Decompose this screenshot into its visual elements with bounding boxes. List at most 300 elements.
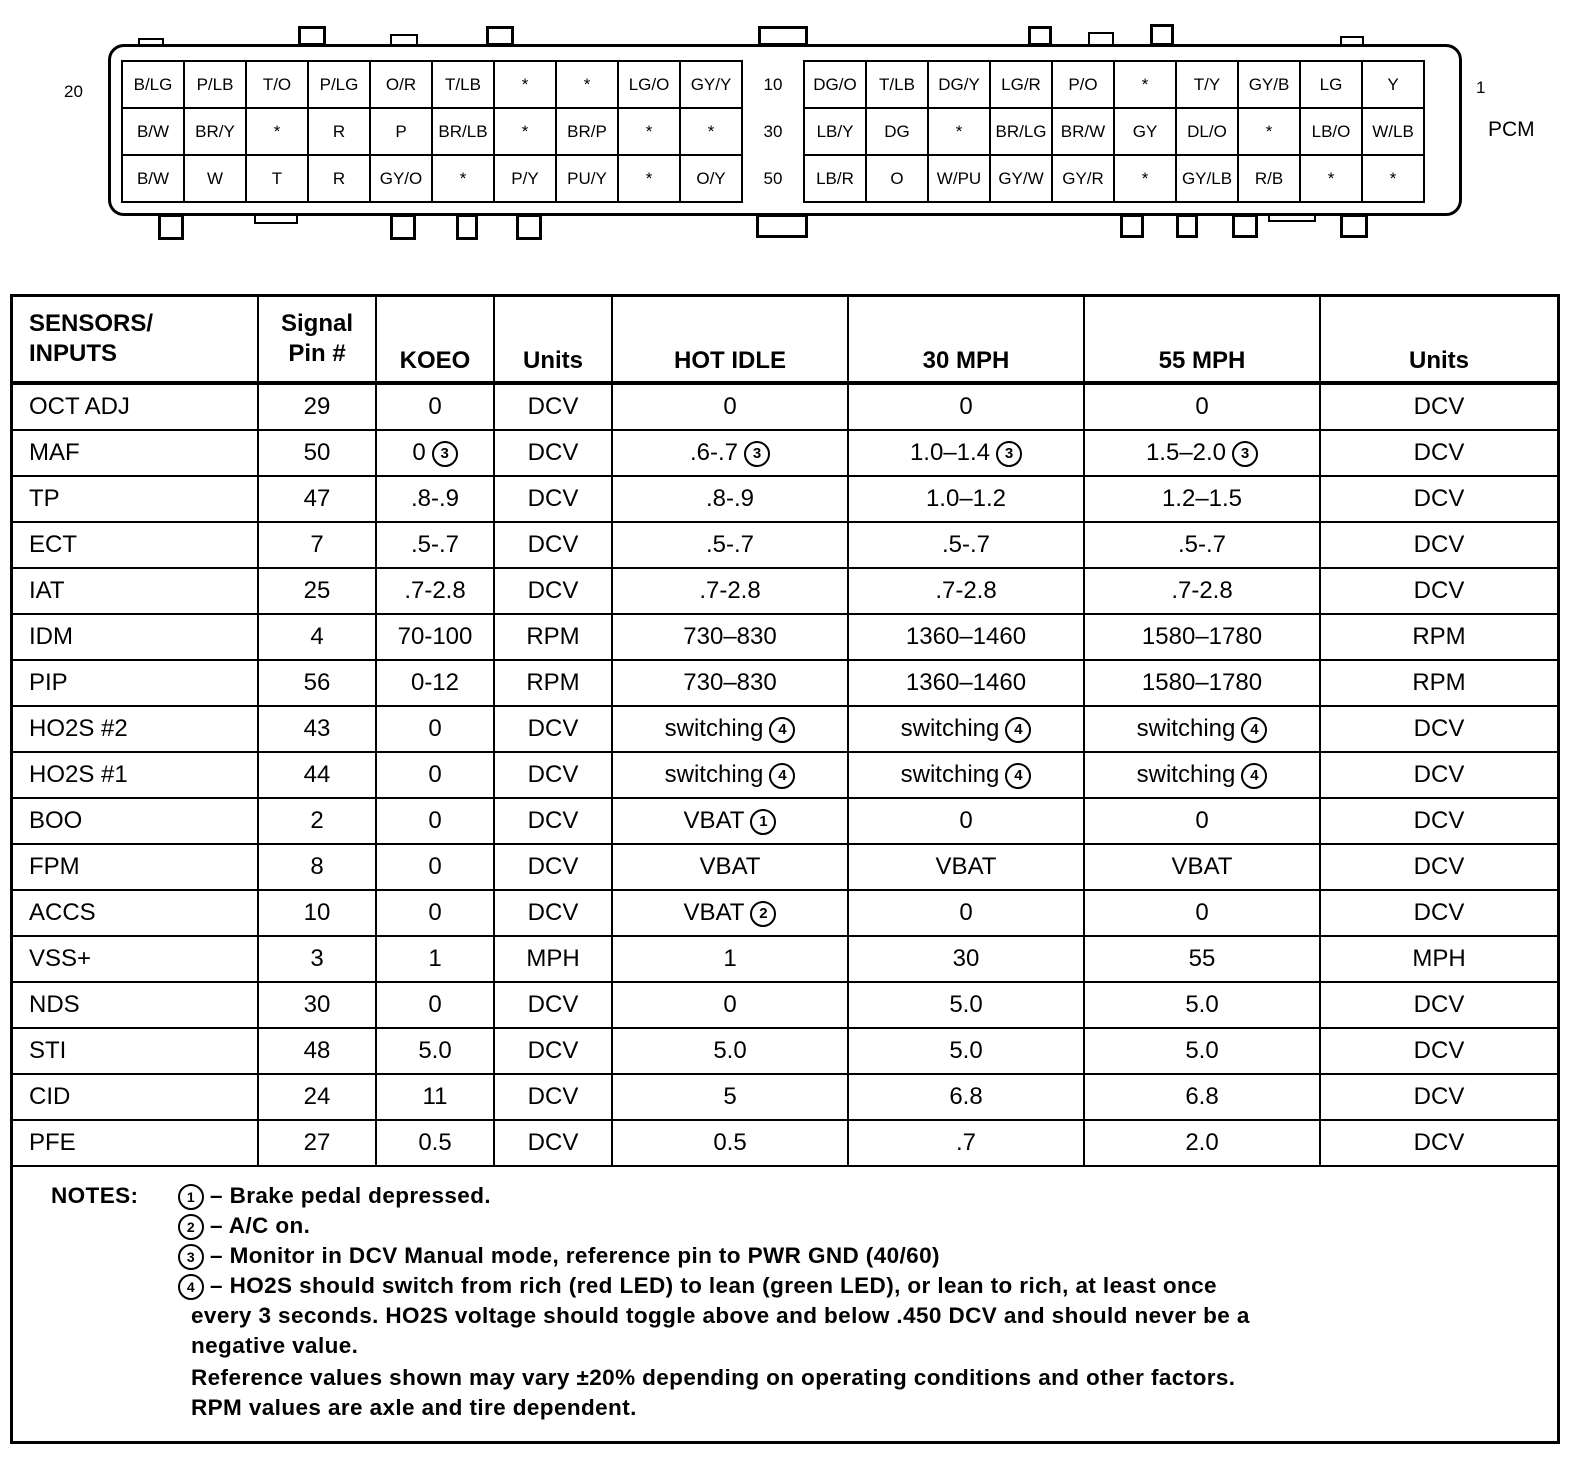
sensor-cell-value: HO2S #2 xyxy=(29,715,128,742)
mph55-cell xyxy=(1084,522,1320,568)
table-header-row xyxy=(13,297,1557,383)
mph30-cell xyxy=(848,982,1084,1028)
hot-idle-cell-value: 730–830 xyxy=(683,623,777,650)
note-continuation: negative value. xyxy=(191,1333,359,1358)
sensor-cell xyxy=(13,522,258,568)
units-cell-2-value: DCV xyxy=(1413,761,1465,788)
mph30-cell-value: .7 xyxy=(955,1129,976,1156)
mph30-cell-value: .7-2.8 xyxy=(935,577,997,604)
note-item xyxy=(178,1213,310,1240)
koeo-cell-value: .7-2.8 xyxy=(404,577,466,604)
pin-cell xyxy=(258,844,376,890)
units-cell-2-value: DCV xyxy=(1413,853,1465,880)
connector-tab xyxy=(1232,214,1258,238)
units-cell xyxy=(494,936,612,982)
units-cell-value: DCV xyxy=(527,991,579,1018)
pin-cell xyxy=(258,798,376,844)
table-row xyxy=(13,383,1557,430)
header-55-mph: 55 MPH xyxy=(1084,297,1320,383)
note-number-icon: 4 xyxy=(178,1274,204,1300)
hot-idle-cell xyxy=(612,476,848,522)
mph30-cell-value: 5.0 xyxy=(949,1037,983,1064)
pin-cell-value: 4 xyxy=(310,623,324,650)
sensor-cell xyxy=(13,1028,258,1074)
note-number-icon: 3 xyxy=(178,1244,204,1270)
mph55-cell-value: 5.0 xyxy=(1185,991,1219,1018)
hot-idle-cell-value: VBAT xyxy=(699,853,761,880)
sensor-cell-value: FPM xyxy=(29,853,80,880)
mph30-cell xyxy=(848,1028,1084,1074)
sensor-cell-value: ACCS xyxy=(29,899,96,926)
header-sensors-line1: SENSORS/ xyxy=(29,310,154,337)
header-30-mph: 30 MPH xyxy=(848,297,1084,383)
koeo-cell-value: 0-12 xyxy=(410,669,460,696)
note-reference-icon: 3 xyxy=(432,441,458,467)
pin-wire-cell: GY/LB xyxy=(1176,155,1238,202)
koeo-cell-value: 0 xyxy=(428,761,442,788)
hot-idle-cell xyxy=(612,798,848,844)
sensor-cell xyxy=(13,568,258,614)
mph55-cell xyxy=(1084,430,1320,476)
pin-wire-cell: BR/W xyxy=(1052,108,1114,155)
units-cell xyxy=(494,798,612,844)
koeo-cell xyxy=(376,1074,494,1120)
pin-wire-cell: B/LG xyxy=(122,61,184,108)
pin-cell xyxy=(258,982,376,1028)
units-cell xyxy=(494,383,612,430)
note-reference-icon: 3 xyxy=(996,441,1022,467)
sensor-cell xyxy=(13,430,258,476)
note-text: – Monitor in DCV Manual mode, reference pin to PWR GND (40/60) xyxy=(210,1243,940,1268)
units-cell xyxy=(494,430,612,476)
mph30-cell-value: 1.0–1.2 xyxy=(925,485,1007,512)
table-row xyxy=(13,522,1557,568)
mph30-cell xyxy=(848,522,1084,568)
pin-cell-value: 30 xyxy=(303,991,331,1018)
mph30-cell-value: 30 xyxy=(952,945,980,972)
mph30-cell xyxy=(848,752,1084,798)
pin-wire-cell: * xyxy=(1114,155,1176,202)
koeo-cell xyxy=(376,476,494,522)
mph30-cell-value: 0 xyxy=(959,899,973,926)
connector-tab xyxy=(158,214,184,240)
pin-wire-cell: LG/O xyxy=(618,61,680,108)
pin-cell xyxy=(258,568,376,614)
pin-wire-cell: GY xyxy=(1114,108,1176,155)
sensor-cell xyxy=(13,476,258,522)
pin-wire-cell: BR/LG xyxy=(990,108,1052,155)
header-pin-line2: Pin # xyxy=(288,340,346,367)
units-cell-value: DCV xyxy=(527,439,579,466)
units-cell-2 xyxy=(1320,844,1557,890)
koeo-cell xyxy=(376,660,494,706)
note-reference-icon: 4 xyxy=(769,763,795,789)
mph30-cell-value: 6.8 xyxy=(949,1083,983,1110)
pin-cell-value: 48 xyxy=(303,1037,331,1064)
sensor-cell xyxy=(13,936,258,982)
pin-cell-value: 25 xyxy=(303,577,331,604)
mph30-cell xyxy=(848,798,1084,844)
mph55-cell xyxy=(1084,982,1320,1028)
pin-wire-cell: * xyxy=(618,155,680,202)
hot-idle-cell xyxy=(612,706,848,752)
mph55-cell xyxy=(1084,890,1320,936)
hot-idle-cell xyxy=(612,936,848,982)
units-cell-value: DCV xyxy=(527,761,579,788)
sensor-cell-value: CID xyxy=(29,1083,71,1110)
units-cell-2 xyxy=(1320,752,1557,798)
pin-wire-cell: T/Y xyxy=(1176,61,1238,108)
mph55-cell-value: 1580–1780 xyxy=(1141,623,1263,650)
pin-wire-cell: DG/Y xyxy=(928,61,990,108)
pin-wire-cell: R/B xyxy=(1238,155,1300,202)
mph55-cell xyxy=(1084,1074,1320,1120)
koeo-cell xyxy=(376,383,494,430)
sensor-cell xyxy=(13,706,258,752)
pin-wire-cell: W/PU xyxy=(928,155,990,202)
hot-idle-cell-value: .8-.9 xyxy=(705,485,755,512)
sensor-cell xyxy=(13,844,258,890)
mph55-cell xyxy=(1084,706,1320,752)
units-cell-2-value: DCV xyxy=(1413,991,1465,1018)
table-row xyxy=(13,1120,1557,1166)
pcm-connector-diagram xyxy=(0,0,1586,260)
pin-cell-value: 7 xyxy=(310,531,324,558)
sensor-cell-value: PIP xyxy=(29,669,68,696)
koeo-cell xyxy=(376,890,494,936)
mph55-cell-value: .5-.7 xyxy=(1177,531,1227,558)
units-cell-2 xyxy=(1320,660,1557,706)
pin-cell-value: 24 xyxy=(303,1083,331,1110)
connector-tab xyxy=(456,214,478,240)
note-item xyxy=(178,1273,1217,1300)
hot-idle-cell xyxy=(612,383,848,430)
pin-cell xyxy=(258,752,376,798)
hot-idle-cell xyxy=(612,982,848,1028)
mph30-cell xyxy=(848,936,1084,982)
pin-wire-cell: DL/O xyxy=(1176,108,1238,155)
mph55-cell-value: switching xyxy=(1136,715,1236,742)
units-cell-2-value: DCV xyxy=(1413,485,1465,512)
units-cell-value: DCV xyxy=(527,1083,579,1110)
units-cell-value: DCV xyxy=(527,1037,579,1064)
units-cell-2-value: RPM xyxy=(1412,669,1466,696)
pin-wire-cell: GY/Y xyxy=(680,61,742,108)
connector-tab xyxy=(390,214,416,240)
sensor-cell xyxy=(13,660,258,706)
units-cell xyxy=(494,982,612,1028)
connector-tab xyxy=(756,214,808,238)
pin-wire-cell: PU/Y xyxy=(556,155,618,202)
mph30-cell xyxy=(848,383,1084,430)
units-cell-value: RPM xyxy=(526,669,580,696)
pin-cell-value: 50 xyxy=(303,439,331,466)
hot-idle-cell-value: switching xyxy=(664,761,764,788)
table-row xyxy=(13,1074,1557,1120)
koeo-cell-value: 1 xyxy=(428,945,442,972)
mph30-cell-value: VBAT xyxy=(935,853,997,880)
sensor-cell-value: PFE xyxy=(29,1129,76,1156)
units-cell-value: DCV xyxy=(527,853,579,880)
units-cell-2-value: DCV xyxy=(1413,1037,1465,1064)
pin-wire-cell: LB/R xyxy=(804,155,866,202)
pin-cell-value: 47 xyxy=(303,485,331,512)
koeo-cell xyxy=(376,798,494,844)
pin-wire-cell: LB/Y xyxy=(804,108,866,155)
pin-cell xyxy=(258,1028,376,1074)
mph30-cell-value: 0 xyxy=(959,807,973,834)
mph30-cell-value: 1.0–1.4 xyxy=(909,439,991,466)
units-cell-value: DCV xyxy=(527,715,579,742)
mph30-cell-value: 0 xyxy=(959,393,973,420)
hot-idle-cell xyxy=(612,844,848,890)
pin-cell-value: 29 xyxy=(303,393,331,420)
units-cell-2 xyxy=(1320,1028,1557,1074)
note-reference-icon: 4 xyxy=(1005,763,1031,789)
hot-idle-cell-value: 5 xyxy=(723,1083,737,1110)
header-koeo: KOEO xyxy=(376,297,494,383)
pin-wire-cell: LB/O xyxy=(1300,108,1362,155)
mph30-cell xyxy=(848,1120,1084,1166)
pin-wire-cell: O xyxy=(866,155,928,202)
sensor-cell-value: HO2S #1 xyxy=(29,761,128,788)
mph55-cell-value: 1580–1780 xyxy=(1141,669,1263,696)
units-cell xyxy=(494,752,612,798)
table-row xyxy=(13,568,1557,614)
hot-idle-cell xyxy=(612,1074,848,1120)
sensor-cell xyxy=(13,614,258,660)
pin-cell xyxy=(258,522,376,568)
hot-idle-cell-value: VBAT xyxy=(683,899,745,926)
hot-idle-cell xyxy=(612,568,848,614)
hot-idle-cell-value: 0.5 xyxy=(713,1129,747,1156)
pin-cell xyxy=(258,383,376,430)
sensor-cell xyxy=(13,752,258,798)
koeo-cell-value: 0 xyxy=(428,991,442,1018)
note-continuation: Reference values shown may vary ±20% depending on operating conditions and other factors. xyxy=(191,1365,1236,1390)
mph30-cell xyxy=(848,660,1084,706)
notes-label: NOTES: xyxy=(51,1183,139,1208)
units-cell xyxy=(494,522,612,568)
pin-wire-cell: * xyxy=(432,155,494,202)
units-cell-2-value: DCV xyxy=(1413,807,1465,834)
pin-wire-cell: * xyxy=(246,108,308,155)
koeo-cell xyxy=(376,1120,494,1166)
pin-cell-value: 2 xyxy=(310,807,324,834)
units-cell xyxy=(494,660,612,706)
hot-idle-cell-value: switching xyxy=(664,715,764,742)
table-row xyxy=(13,1028,1557,1074)
koeo-cell-value: 11 xyxy=(422,1083,448,1110)
header-pin-line1: Signal xyxy=(280,310,353,337)
pin-cell-value: 43 xyxy=(303,715,331,742)
sensor-cell-value: TP xyxy=(29,485,60,512)
pin-wire-cell: * xyxy=(1362,155,1424,202)
mph55-cell xyxy=(1084,568,1320,614)
table-row xyxy=(13,476,1557,522)
pin-cell-value: 8 xyxy=(310,853,324,880)
units-cell-2-value: DCV xyxy=(1413,393,1465,420)
units-cell-value: MPH xyxy=(526,945,580,972)
sensor-cell xyxy=(13,383,258,430)
sensor-cell-value: MAF xyxy=(29,439,80,466)
mph55-cell-value: 0 xyxy=(1195,807,1209,834)
note-reference-icon: 1 xyxy=(750,809,776,835)
header-signal-pin xyxy=(258,297,376,383)
mph30-cell xyxy=(848,706,1084,752)
sensor-cell-value: NDS xyxy=(29,991,80,1018)
koeo-cell xyxy=(376,614,494,660)
units-cell-2 xyxy=(1320,476,1557,522)
note-reference-icon: 2 xyxy=(750,901,776,927)
pin-cell xyxy=(258,476,376,522)
units-cell xyxy=(494,1028,612,1074)
pin-number-cell: 10 xyxy=(742,61,804,108)
units-cell-2-value: DCV xyxy=(1413,899,1465,926)
table-row xyxy=(13,890,1557,936)
note-text: – HO2S should switch from rich (red LED) to lean (green LED), or lean to rich, at least once xyxy=(210,1273,1217,1298)
connector-tab xyxy=(516,214,542,240)
hot-idle-cell xyxy=(612,752,848,798)
koeo-cell-value: 0 xyxy=(428,853,442,880)
mph30-cell-value: 5.0 xyxy=(949,991,983,1018)
mph55-cell-value: 0 xyxy=(1195,393,1209,420)
connector-tab xyxy=(758,26,808,46)
units-cell-2-value: DCV xyxy=(1413,439,1465,466)
koeo-cell xyxy=(376,936,494,982)
mph30-cell xyxy=(848,568,1084,614)
pin-cell xyxy=(258,1120,376,1166)
pin-wire-cell: P/LB xyxy=(184,61,246,108)
units-cell-2 xyxy=(1320,614,1557,660)
hot-idle-cell-value: .5-.7 xyxy=(705,531,755,558)
pin-wire-cell: O/Y xyxy=(680,155,742,202)
koeo-cell xyxy=(376,430,494,476)
connector-tab xyxy=(1340,214,1368,238)
units-cell xyxy=(494,1120,612,1166)
units-cell-value: DCV xyxy=(527,807,579,834)
units-cell xyxy=(494,476,612,522)
koeo-cell-value: 0 xyxy=(412,439,426,466)
hot-idle-cell-value: VBAT xyxy=(683,807,745,834)
hot-idle-cell xyxy=(612,660,848,706)
header-hot-idle: HOT IDLE xyxy=(612,297,848,383)
note-text: – Brake pedal depressed. xyxy=(210,1183,491,1208)
note-reference-icon: 4 xyxy=(1005,717,1031,743)
pin-wire-cell: P/Y xyxy=(494,155,556,202)
mph55-cell-value: VBAT xyxy=(1171,853,1233,880)
mph55-cell-value: 1.5–2.0 xyxy=(1145,439,1227,466)
pin-cell xyxy=(258,1074,376,1120)
koeo-cell xyxy=(376,706,494,752)
table-row xyxy=(13,430,1557,476)
mph55-cell xyxy=(1084,1028,1320,1074)
pin-wire-cell: T xyxy=(246,155,308,202)
pin-wire-cell: * xyxy=(680,108,742,155)
pin-wire-cell: GY/R xyxy=(1052,155,1114,202)
mph55-cell xyxy=(1084,936,1320,982)
koeo-cell-value: 5.0 xyxy=(418,1037,452,1064)
koeo-cell-value: .8-.9 xyxy=(410,485,460,512)
hot-idle-cell xyxy=(612,890,848,936)
note-item xyxy=(178,1243,940,1270)
mph30-cell-value: 1360–1460 xyxy=(905,623,1027,650)
pin-wire-cell: P xyxy=(370,108,432,155)
mph55-cell xyxy=(1084,614,1320,660)
pin-cell xyxy=(258,430,376,476)
mph30-cell-value: switching xyxy=(900,761,1000,788)
units-cell-2-value: MPH xyxy=(1412,945,1466,972)
mph55-cell xyxy=(1084,476,1320,522)
pin-wire-cell: DG xyxy=(866,108,928,155)
pin-cell-value: 44 xyxy=(303,761,331,788)
connector-tab xyxy=(486,26,514,46)
pin-wire-cell: BR/LB xyxy=(432,108,494,155)
units-cell-2-value: DCV xyxy=(1413,715,1465,742)
note-reference-icon: 3 xyxy=(744,441,770,467)
sensor-cell-value: STI xyxy=(29,1037,67,1064)
units-cell-2-value: DCV xyxy=(1413,1083,1465,1110)
hot-idle-cell xyxy=(612,430,848,476)
header-sensors xyxy=(13,297,258,383)
note-reference-icon: 3 xyxy=(1232,441,1258,467)
mph55-cell-value: 5.0 xyxy=(1185,1037,1219,1064)
pin-wire-cell: T/LB xyxy=(432,61,494,108)
mph55-cell-value: 2.0 xyxy=(1185,1129,1219,1156)
table-row xyxy=(13,844,1557,890)
pin-wire-cell: GY/O xyxy=(370,155,432,202)
sensor-cell xyxy=(13,982,258,1028)
units-cell xyxy=(494,890,612,936)
header-sensors-line2: INPUTS xyxy=(29,340,118,367)
pin-wire-cell: GY/W xyxy=(990,155,1052,202)
connector-tab xyxy=(1120,214,1144,238)
mph55-cell xyxy=(1084,660,1320,706)
units-cell-2 xyxy=(1320,798,1557,844)
koeo-cell-value: 70-100 xyxy=(397,623,473,650)
hot-idle-cell xyxy=(612,522,848,568)
pin-number-cell: 50 xyxy=(742,155,804,202)
pin-cell xyxy=(258,706,376,752)
table-row xyxy=(13,660,1557,706)
pin-row xyxy=(122,155,1424,202)
mph55-cell-value: 1.2–1.5 xyxy=(1161,485,1243,512)
units-cell-2 xyxy=(1320,568,1557,614)
pin-wire-cell: GY/B xyxy=(1238,61,1300,108)
pin-cell-value: 27 xyxy=(303,1129,331,1156)
pin-cell xyxy=(258,890,376,936)
koeo-cell xyxy=(376,522,494,568)
mph30-cell-value: 1360–1460 xyxy=(905,669,1027,696)
connector-tab xyxy=(1028,26,1052,46)
pin-cell xyxy=(258,660,376,706)
pin-wire-cell: P/LG xyxy=(308,61,370,108)
table-row xyxy=(13,706,1557,752)
mph55-cell xyxy=(1084,798,1320,844)
units-cell-2-value: DCV xyxy=(1413,577,1465,604)
pin-cell xyxy=(258,614,376,660)
note-number-icon: 1 xyxy=(178,1184,204,1210)
units-cell-value: DCV xyxy=(527,485,579,512)
mph55-cell-value: 6.8 xyxy=(1185,1083,1219,1110)
pin-wire-cell: T/O xyxy=(246,61,308,108)
mph55-cell-value: 55 xyxy=(1188,945,1216,972)
koeo-cell xyxy=(376,844,494,890)
table-row xyxy=(13,614,1557,660)
koeo-cell xyxy=(376,1028,494,1074)
units-cell-2 xyxy=(1320,1074,1557,1120)
mph55-cell-value: switching xyxy=(1136,761,1236,788)
